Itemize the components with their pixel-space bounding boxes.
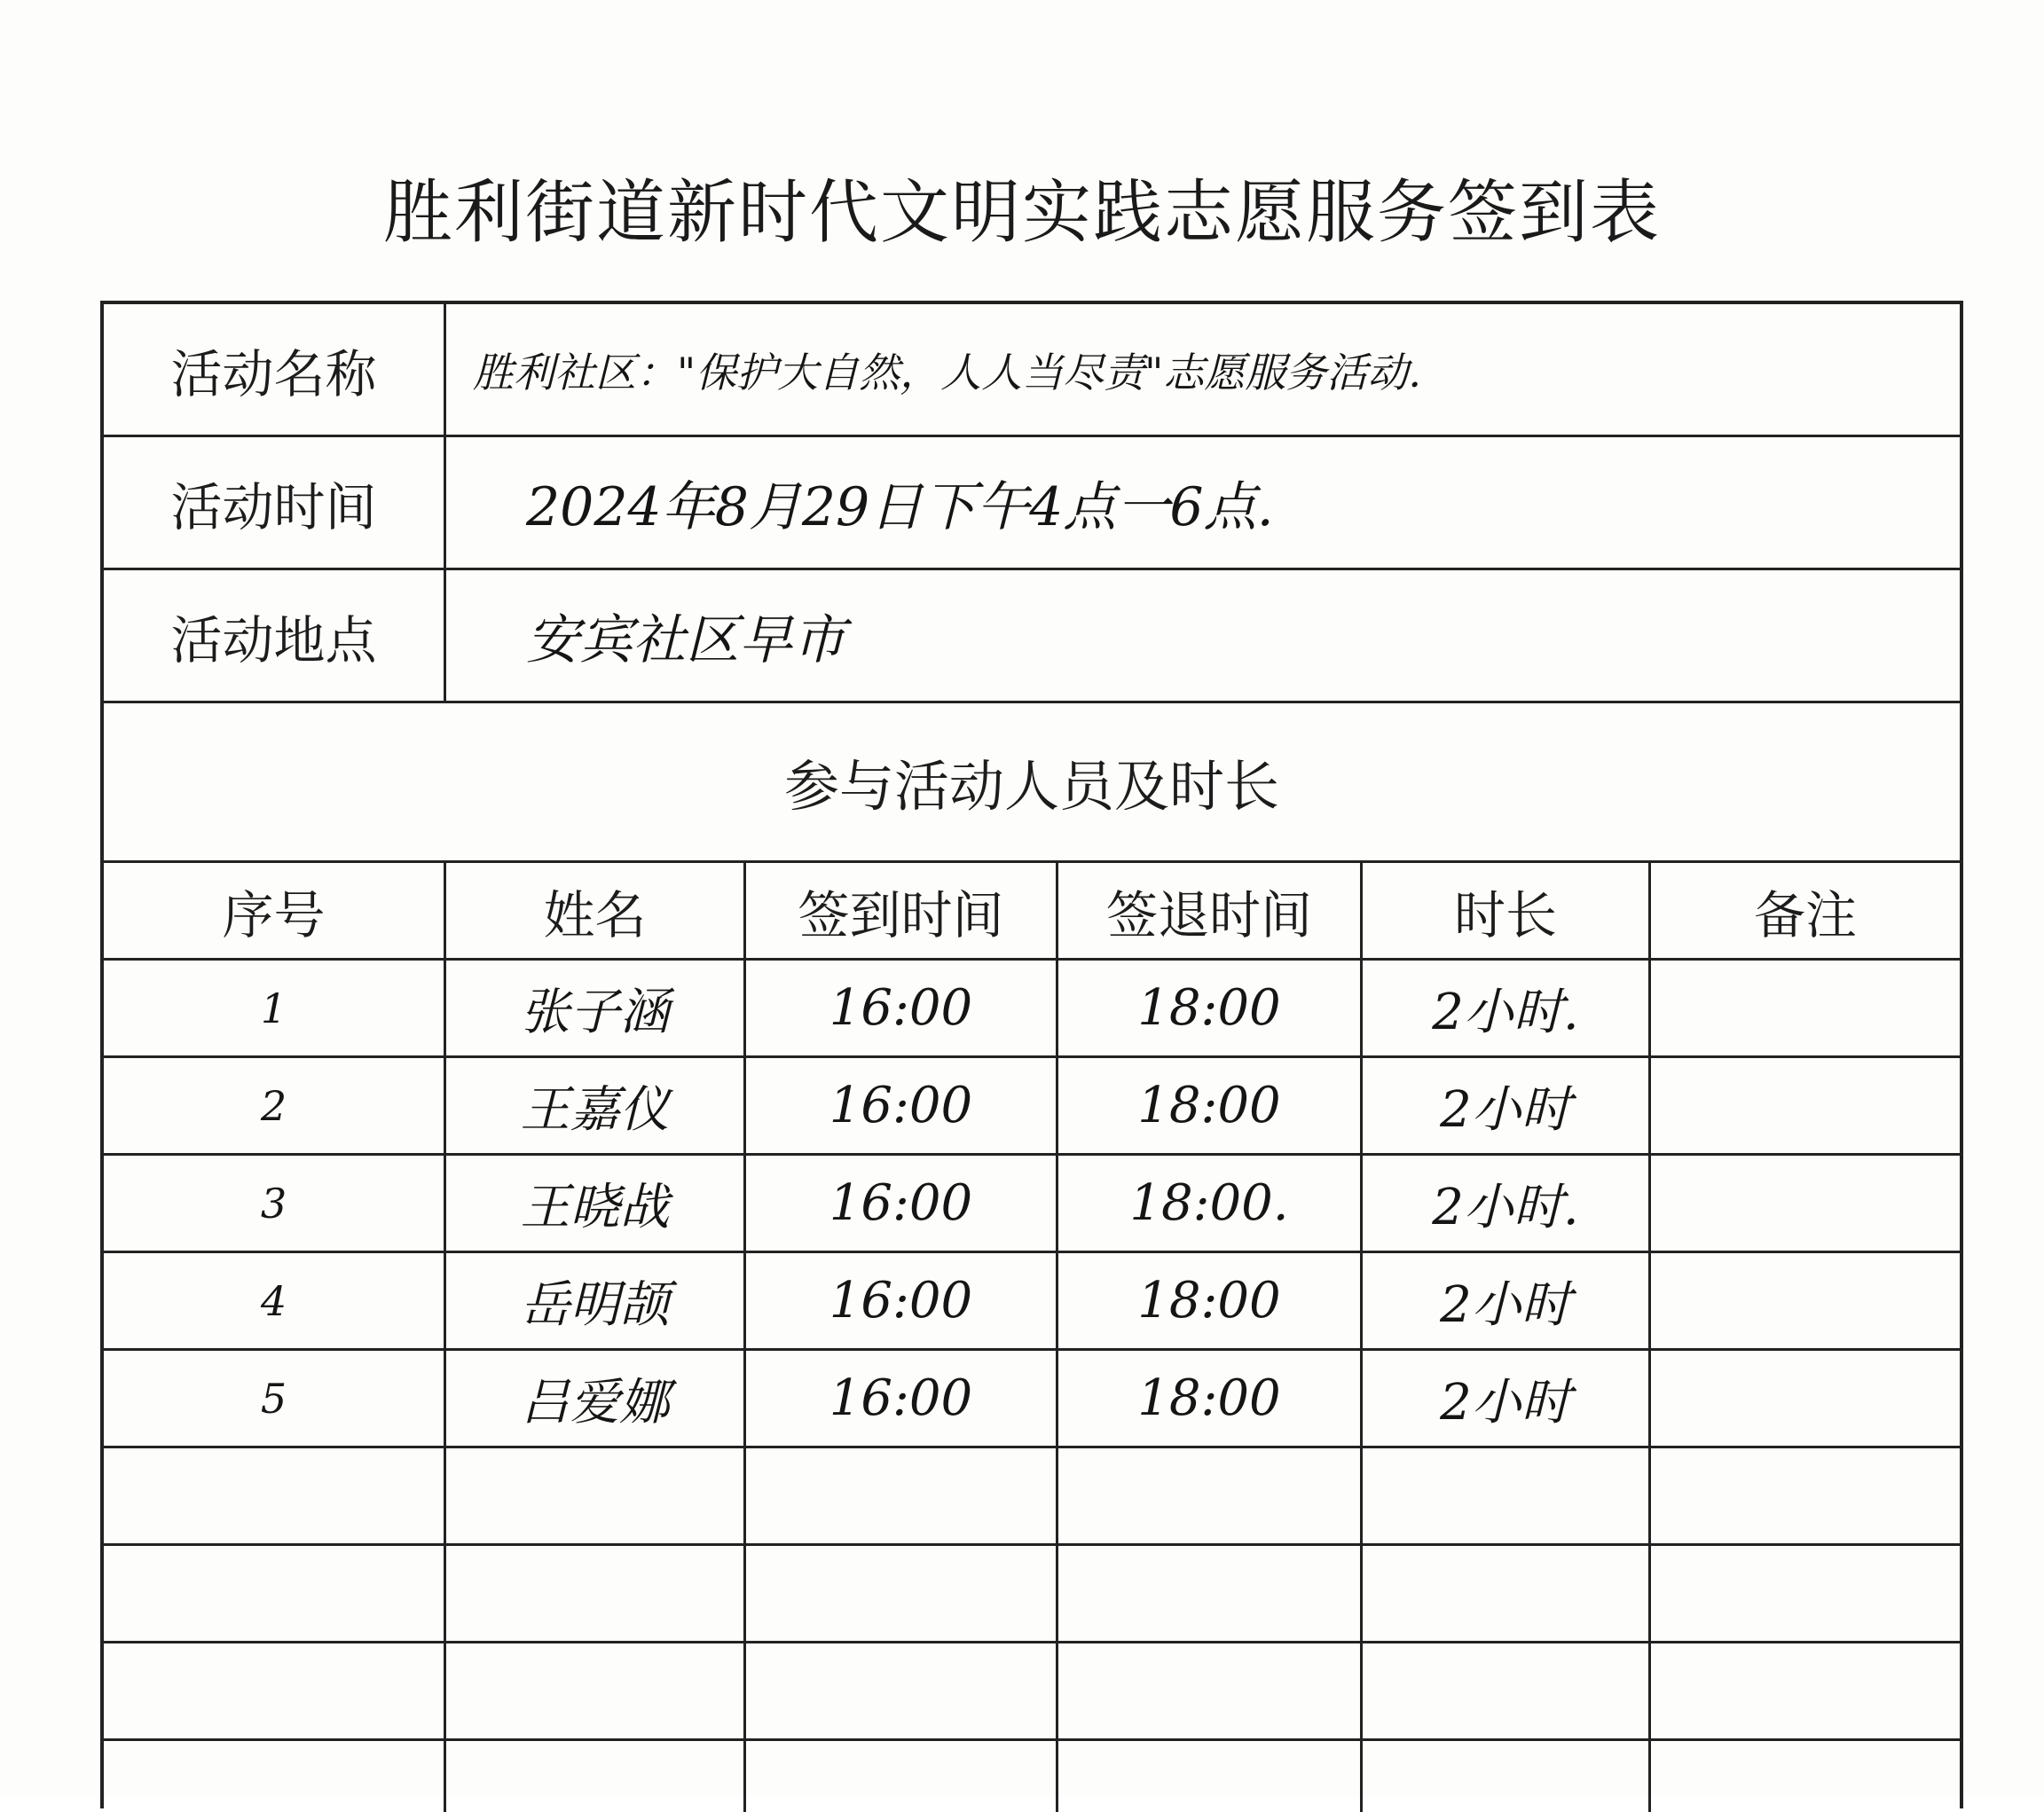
empty-row-8-cell-2 <box>446 1643 746 1741</box>
table-row-5-no-cell <box>104 1351 446 1448</box>
empty-row-6-cell-5 <box>1363 1448 1651 1546</box>
table-row-2-dur-cell <box>1363 1058 1651 1156</box>
activity-name-label-cell <box>104 304 446 437</box>
table-row-5-note-cell <box>1651 1351 1960 1448</box>
table-row-1-note-cell <box>1651 961 1960 1058</box>
empty-row-8-cell-3 <box>746 1643 1058 1741</box>
activity-place-value-cell <box>446 570 1960 703</box>
empty-row-9-cell-2 <box>446 1741 746 1812</box>
sign-in-table <box>100 301 1963 1808</box>
table-row-1-no-cell <box>104 961 446 1058</box>
table-row-3-out-cell <box>1058 1156 1363 1253</box>
empty-row-6-cell-6 <box>1651 1448 1960 1546</box>
row-duration: 2小时. <box>1432 1178 1579 1236</box>
table-row-4-note-cell <box>1651 1253 1960 1351</box>
header-cell-note <box>1651 863 1960 961</box>
table-row-5-in-cell <box>746 1351 1058 1448</box>
activity-place-value: 安宾社区早市 <box>526 608 845 671</box>
row-sign-out: 18:00 <box>1137 979 1281 1037</box>
table-row-1-in-cell <box>746 961 1058 1058</box>
table-row-2-note-cell <box>1651 1058 1960 1156</box>
empty-row-7-cell-2 <box>446 1546 746 1643</box>
row-sign-in: 16:00 <box>829 1174 973 1232</box>
row-sign-out: 18:00 <box>1137 1369 1281 1427</box>
empty-row-7-cell-6 <box>1651 1546 1960 1643</box>
table-row-1-dur-cell <box>1363 961 1651 1058</box>
row-name: 张子涵 <box>520 983 670 1041</box>
row-duration: 2小时 <box>1440 1080 1571 1139</box>
header-note: 备注 <box>1753 884 1857 945</box>
header-cell-sign-in <box>746 863 1058 961</box>
activity-time-label: 活动时间 <box>170 476 377 537</box>
row-sign-in: 16:00 <box>829 1272 973 1330</box>
row-name: 岳明颉 <box>520 1275 670 1334</box>
empty-row-6-cell-1 <box>104 1448 446 1546</box>
table-row-4-out-cell <box>1058 1253 1363 1351</box>
activity-name-value: 胜利社区："保护大自然，人人当尽责"志愿服务活动. <box>473 348 1421 396</box>
row-duration: 2小时. <box>1432 983 1579 1041</box>
empty-row-8-cell-6 <box>1651 1643 1960 1741</box>
activity-time-value: 2024年8月29日下午4点一6点. <box>526 475 1274 538</box>
table-row-5-dur-cell <box>1363 1351 1651 1448</box>
row-no: 1 <box>260 984 287 1032</box>
empty-row-7-cell-5 <box>1363 1546 1651 1643</box>
table-row-3-in-cell <box>746 1156 1058 1253</box>
row-no: 3 <box>260 1179 287 1228</box>
table-row-5-name-cell <box>446 1351 746 1448</box>
table-row-4-dur-cell <box>1363 1253 1651 1351</box>
header-name: 姓名 <box>543 884 647 945</box>
table-row-3-no-cell <box>104 1156 446 1253</box>
activity-time-label-cell <box>104 437 446 570</box>
table-row-4-in-cell <box>746 1253 1058 1351</box>
header-cell-duration <box>1363 863 1651 961</box>
row-no: 5 <box>260 1374 287 1423</box>
table-row-2-in-cell <box>746 1058 1058 1156</box>
row-name: 王嘉仪 <box>520 1080 670 1139</box>
activity-time-value-cell <box>446 437 1960 570</box>
row-no: 2 <box>260 1081 287 1130</box>
activity-name-value-cell <box>446 304 1960 437</box>
empty-row-7-cell-3 <box>746 1546 1058 1643</box>
header-sign-out: 签退时间 <box>1105 884 1312 945</box>
table-row-1-name-cell <box>446 961 746 1058</box>
table-row-2-no-cell <box>104 1058 446 1156</box>
participants-section-cell <box>104 703 1960 863</box>
row-name: 吕爱娜 <box>520 1373 670 1432</box>
row-sign-in: 16:00 <box>829 1077 973 1134</box>
header-sign-in: 签到时间 <box>798 884 1004 945</box>
empty-row-6-cell-2 <box>446 1448 746 1546</box>
row-duration: 2小时 <box>1440 1373 1571 1432</box>
header-duration: 时长 <box>1453 884 1557 945</box>
table-row-3-note-cell <box>1651 1156 1960 1253</box>
header-cell-name <box>446 863 746 961</box>
table-row-2-out-cell <box>1058 1058 1363 1156</box>
header-cell-sign-out <box>1058 863 1363 961</box>
table-row-4-name-cell <box>446 1253 746 1351</box>
row-sign-in: 16:00 <box>829 1369 973 1427</box>
row-sign-out: 18:00 <box>1137 1272 1281 1330</box>
empty-row-8-cell-5 <box>1363 1643 1651 1741</box>
activity-place-label: 活动地点 <box>170 609 377 671</box>
page-title: 胜利街道新时代文明实践志愿服务签到表 <box>382 173 1661 253</box>
table-row-3-name-cell <box>446 1156 746 1253</box>
table-row-3-dur-cell <box>1363 1156 1651 1253</box>
table-row-5-out-cell <box>1058 1351 1363 1448</box>
row-sign-in: 16:00 <box>829 979 973 1037</box>
table-row-2-name-cell <box>446 1058 746 1156</box>
empty-row-8-cell-4 <box>1058 1643 1363 1741</box>
activity-place-label-cell <box>104 570 446 703</box>
empty-row-9-cell-3 <box>746 1741 1058 1812</box>
empty-row-9-cell-4 <box>1058 1741 1363 1812</box>
row-name: 王晓战 <box>520 1178 670 1236</box>
empty-row-6-cell-3 <box>746 1448 1058 1546</box>
empty-row-7-cell-1 <box>104 1546 446 1643</box>
row-sign-out: 18:00. <box>1129 1174 1289 1232</box>
row-no: 4 <box>260 1276 287 1325</box>
table-row-1-out-cell <box>1058 961 1363 1058</box>
empty-row-6-cell-4 <box>1058 1448 1363 1546</box>
header-no: 序号 <box>222 884 326 945</box>
row-sign-out: 18:00 <box>1137 1077 1281 1134</box>
table-row-4-no-cell <box>104 1253 446 1351</box>
participants-section-title: 参与活动人员及时长 <box>783 754 1279 819</box>
empty-row-9-cell-5 <box>1363 1741 1651 1812</box>
empty-row-7-cell-4 <box>1058 1546 1363 1643</box>
empty-row-8-cell-1 <box>104 1643 446 1741</box>
empty-row-9-cell-1 <box>104 1741 446 1812</box>
empty-row-9-cell-6 <box>1651 1741 1960 1812</box>
activity-name-label: 活动名称 <box>170 343 377 404</box>
row-duration: 2小时 <box>1440 1275 1571 1334</box>
header-cell-no <box>104 863 446 961</box>
